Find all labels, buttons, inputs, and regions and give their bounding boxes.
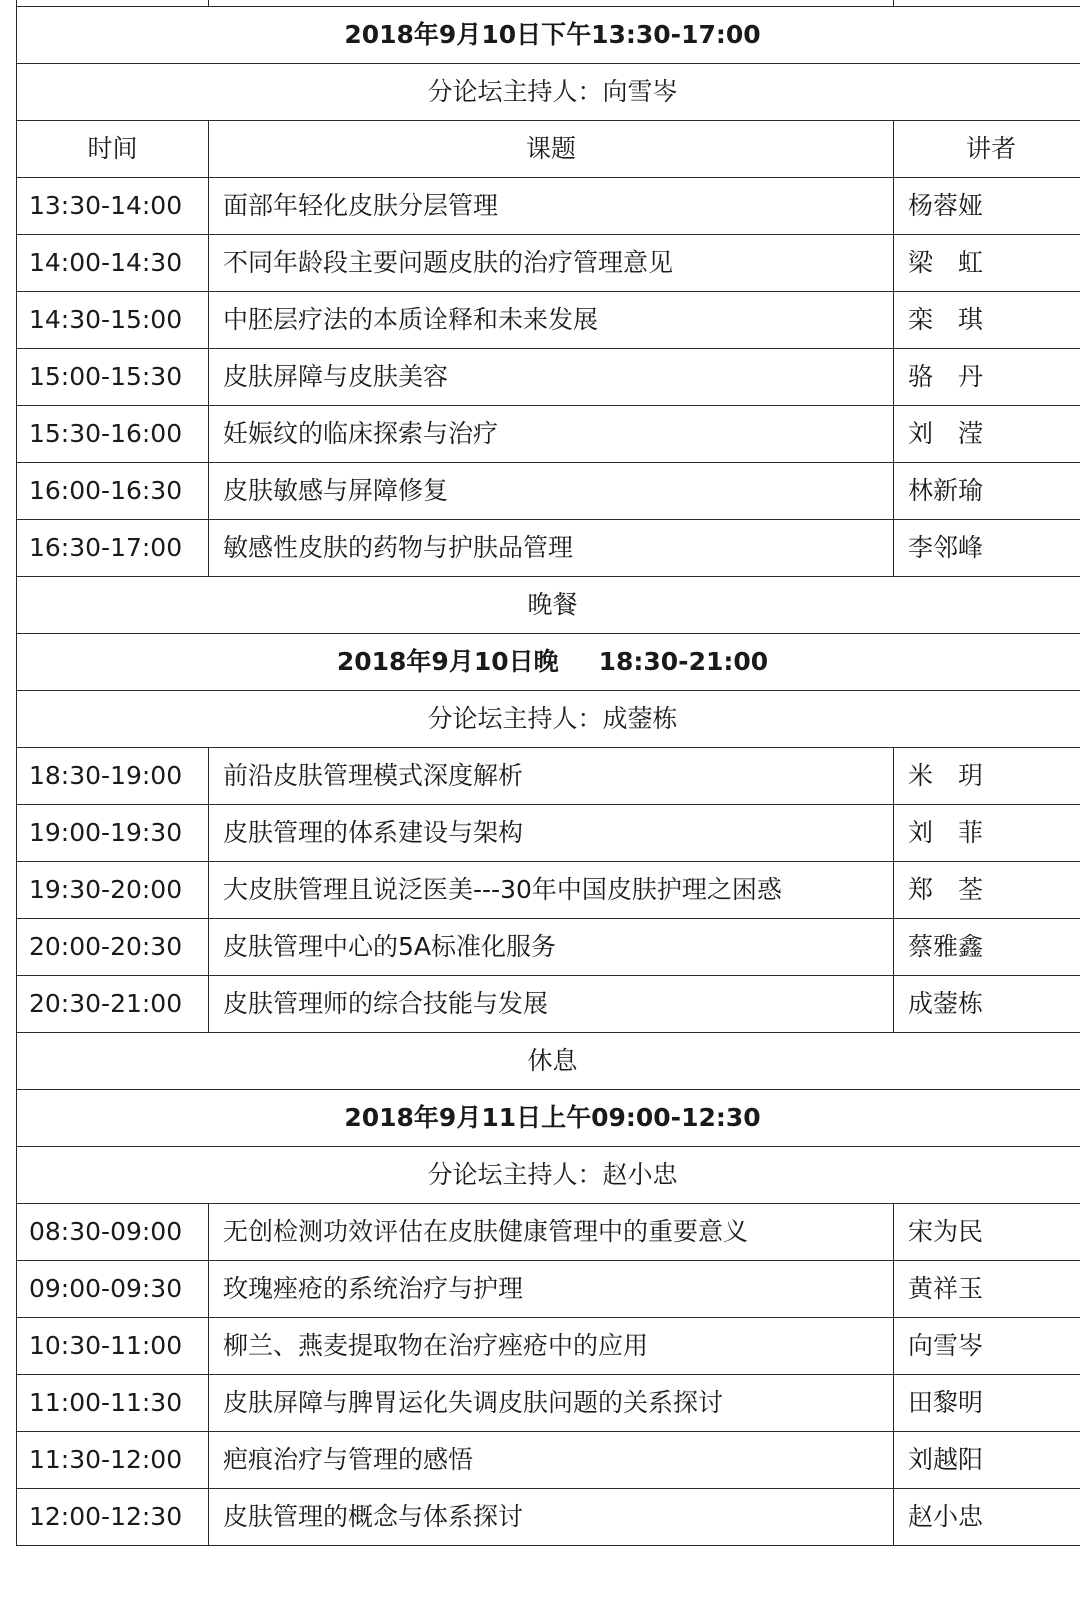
session-header	[17, 1090, 1080, 1147]
row-time: 14:00-14:30	[17, 235, 209, 292]
row-speaker: 栾 琪	[894, 292, 1080, 349]
row-speaker: 刘 滢	[894, 406, 1080, 463]
table-row	[17, 463, 1080, 520]
row-time: 20:30-21:00	[17, 976, 209, 1033]
row-time: 15:00-15:30	[17, 349, 209, 406]
session-host: 分论坛主持人：成蓥栋	[17, 691, 1080, 748]
row-topic: 玫瑰痤疮的系统治疗与护理	[209, 1261, 894, 1318]
row-time: 20:00-20:30	[17, 919, 209, 976]
table-row	[17, 1261, 1080, 1318]
row-time: 12:00-12:30	[17, 1489, 209, 1546]
row-speaker: 宋为民	[894, 1204, 1080, 1261]
table-row	[17, 862, 1080, 919]
row-speaker: 梁 虹	[894, 235, 1080, 292]
row-topic: 柳兰、燕麦提取物在治疗痤疮中的应用	[209, 1318, 894, 1375]
table-row	[17, 748, 1080, 805]
row-speaker: 蔡雅鑫	[894, 919, 1080, 976]
table-row	[17, 235, 1080, 292]
table-row	[17, 292, 1080, 349]
table-row	[17, 406, 1080, 463]
row-topic: 疤痕治疗与管理的感悟	[209, 1432, 894, 1489]
row-topic: 皮肤管理师的综合技能与发展	[209, 976, 894, 1033]
session-host: 分论坛主持人：向雪岑	[17, 64, 1080, 121]
row-topic: 中胚层疗法的本质诠释和未来发展	[209, 292, 894, 349]
row-topic: 不同年龄段主要问题皮肤的治疗管理意见	[209, 235, 894, 292]
row-topic: 前沿皮肤管理模式深度解析	[209, 748, 894, 805]
table-row	[17, 1432, 1080, 1489]
column-header-topic: 课题	[209, 121, 894, 178]
session-header-row	[17, 7, 1080, 64]
row-topic: 皮肤管理中心的5A标准化服务	[209, 919, 894, 976]
row-speaker: 赵小忠	[894, 1489, 1080, 1546]
row-time: 14:30-15:00	[17, 292, 209, 349]
session-time: 18:30-21:00	[598, 647, 769, 676]
table-row	[17, 919, 1080, 976]
schedule-sheet	[16, 0, 1080, 1546]
row-topic: 妊娠纹的临床探索与治疗	[209, 406, 894, 463]
session-host: 分论坛主持人：赵小忠	[17, 1147, 1080, 1204]
row-speaker: 郑 荃	[894, 862, 1080, 919]
row-time: 13:30-14:00	[17, 178, 209, 235]
session-host-row	[17, 64, 1080, 121]
row-time: 19:30-20:00	[17, 862, 209, 919]
row-speaker: 黄祥玉	[894, 1261, 1080, 1318]
row-speaker: 杨蓉娅	[894, 178, 1080, 235]
column-header-time: 时间	[17, 121, 209, 178]
table-row	[17, 805, 1080, 862]
session-header	[17, 7, 1080, 64]
row-speaker: 米 玥	[894, 748, 1080, 805]
row-speaker: 骆 丹	[894, 349, 1080, 406]
row-speaker: 林新瑜	[894, 463, 1080, 520]
table-row	[17, 1375, 1080, 1432]
row-speaker: 刘 菲	[894, 805, 1080, 862]
row-topic: 皮肤管理的概念与体系探讨	[209, 1489, 894, 1546]
session-header-row	[17, 1090, 1080, 1147]
row-topic: 皮肤屏障与皮肤美容	[209, 349, 894, 406]
break-label-row	[17, 1033, 1080, 1090]
row-time: 09:00-09:30	[17, 1261, 209, 1318]
row-speaker: 李邻峰	[894, 520, 1080, 577]
row-speaker: 田黎明	[894, 1375, 1080, 1432]
row-time: 16:00-16:30	[17, 463, 209, 520]
row-time: 10:30-11:00	[17, 1318, 209, 1375]
row-topic: 大皮肤管理且说泛医美---30年中国皮肤护理之困惑	[209, 862, 894, 919]
row-speaker: 刘越阳	[894, 1432, 1080, 1489]
row-time: 19:00-19:30	[17, 805, 209, 862]
row-time: 08:30-09:00	[17, 1204, 209, 1261]
table-row	[17, 1204, 1080, 1261]
row-time: 11:30-12:00	[17, 1432, 209, 1489]
column-header-row	[17, 121, 1080, 178]
table-row	[17, 178, 1080, 235]
table-row	[17, 520, 1080, 577]
session-header	[17, 634, 1080, 691]
table-row	[17, 1318, 1080, 1375]
table-row	[17, 1489, 1080, 1546]
break-label: 晚餐	[17, 577, 1080, 634]
row-topic: 敏感性皮肤的药物与护肤品管理	[209, 520, 894, 577]
row-topic: 皮肤屏障与脾胃运化失调皮肤问题的关系探讨	[209, 1375, 894, 1432]
break-label: 休息	[17, 1033, 1080, 1090]
table-row	[17, 976, 1080, 1033]
session-date: 2018年9月10日下午13:30-17:00	[344, 20, 761, 49]
session-header-row	[17, 634, 1080, 691]
row-time: 18:30-19:00	[17, 748, 209, 805]
session-host-row	[17, 691, 1080, 748]
row-time: 16:30-17:00	[17, 520, 209, 577]
session-date: 2018年9月11日上午09:00-12:30	[344, 1103, 761, 1132]
session-host-row	[17, 1147, 1080, 1204]
session-date: 2018年9月10日晚	[336, 647, 559, 676]
row-time: 11:00-11:30	[17, 1375, 209, 1432]
row-topic: 无创检测功效评估在皮肤健康管理中的重要意义	[209, 1204, 894, 1261]
break-label-row	[17, 577, 1080, 634]
row-speaker: 成蓥栋	[894, 976, 1080, 1033]
row-speaker: 向雪岑	[894, 1318, 1080, 1375]
row-topic: 皮肤管理的体系建设与架构	[209, 805, 894, 862]
schedule-body	[17, 0, 1080, 1546]
row-topic: 面部年轻化皮肤分层管理	[209, 178, 894, 235]
row-topic: 皮肤敏感与屏障修复	[209, 463, 894, 520]
table-row	[17, 349, 1080, 406]
row-time: 15:30-16:00	[17, 406, 209, 463]
schedule-table	[16, 0, 1080, 1546]
column-header-speaker: 讲者	[894, 121, 1080, 178]
